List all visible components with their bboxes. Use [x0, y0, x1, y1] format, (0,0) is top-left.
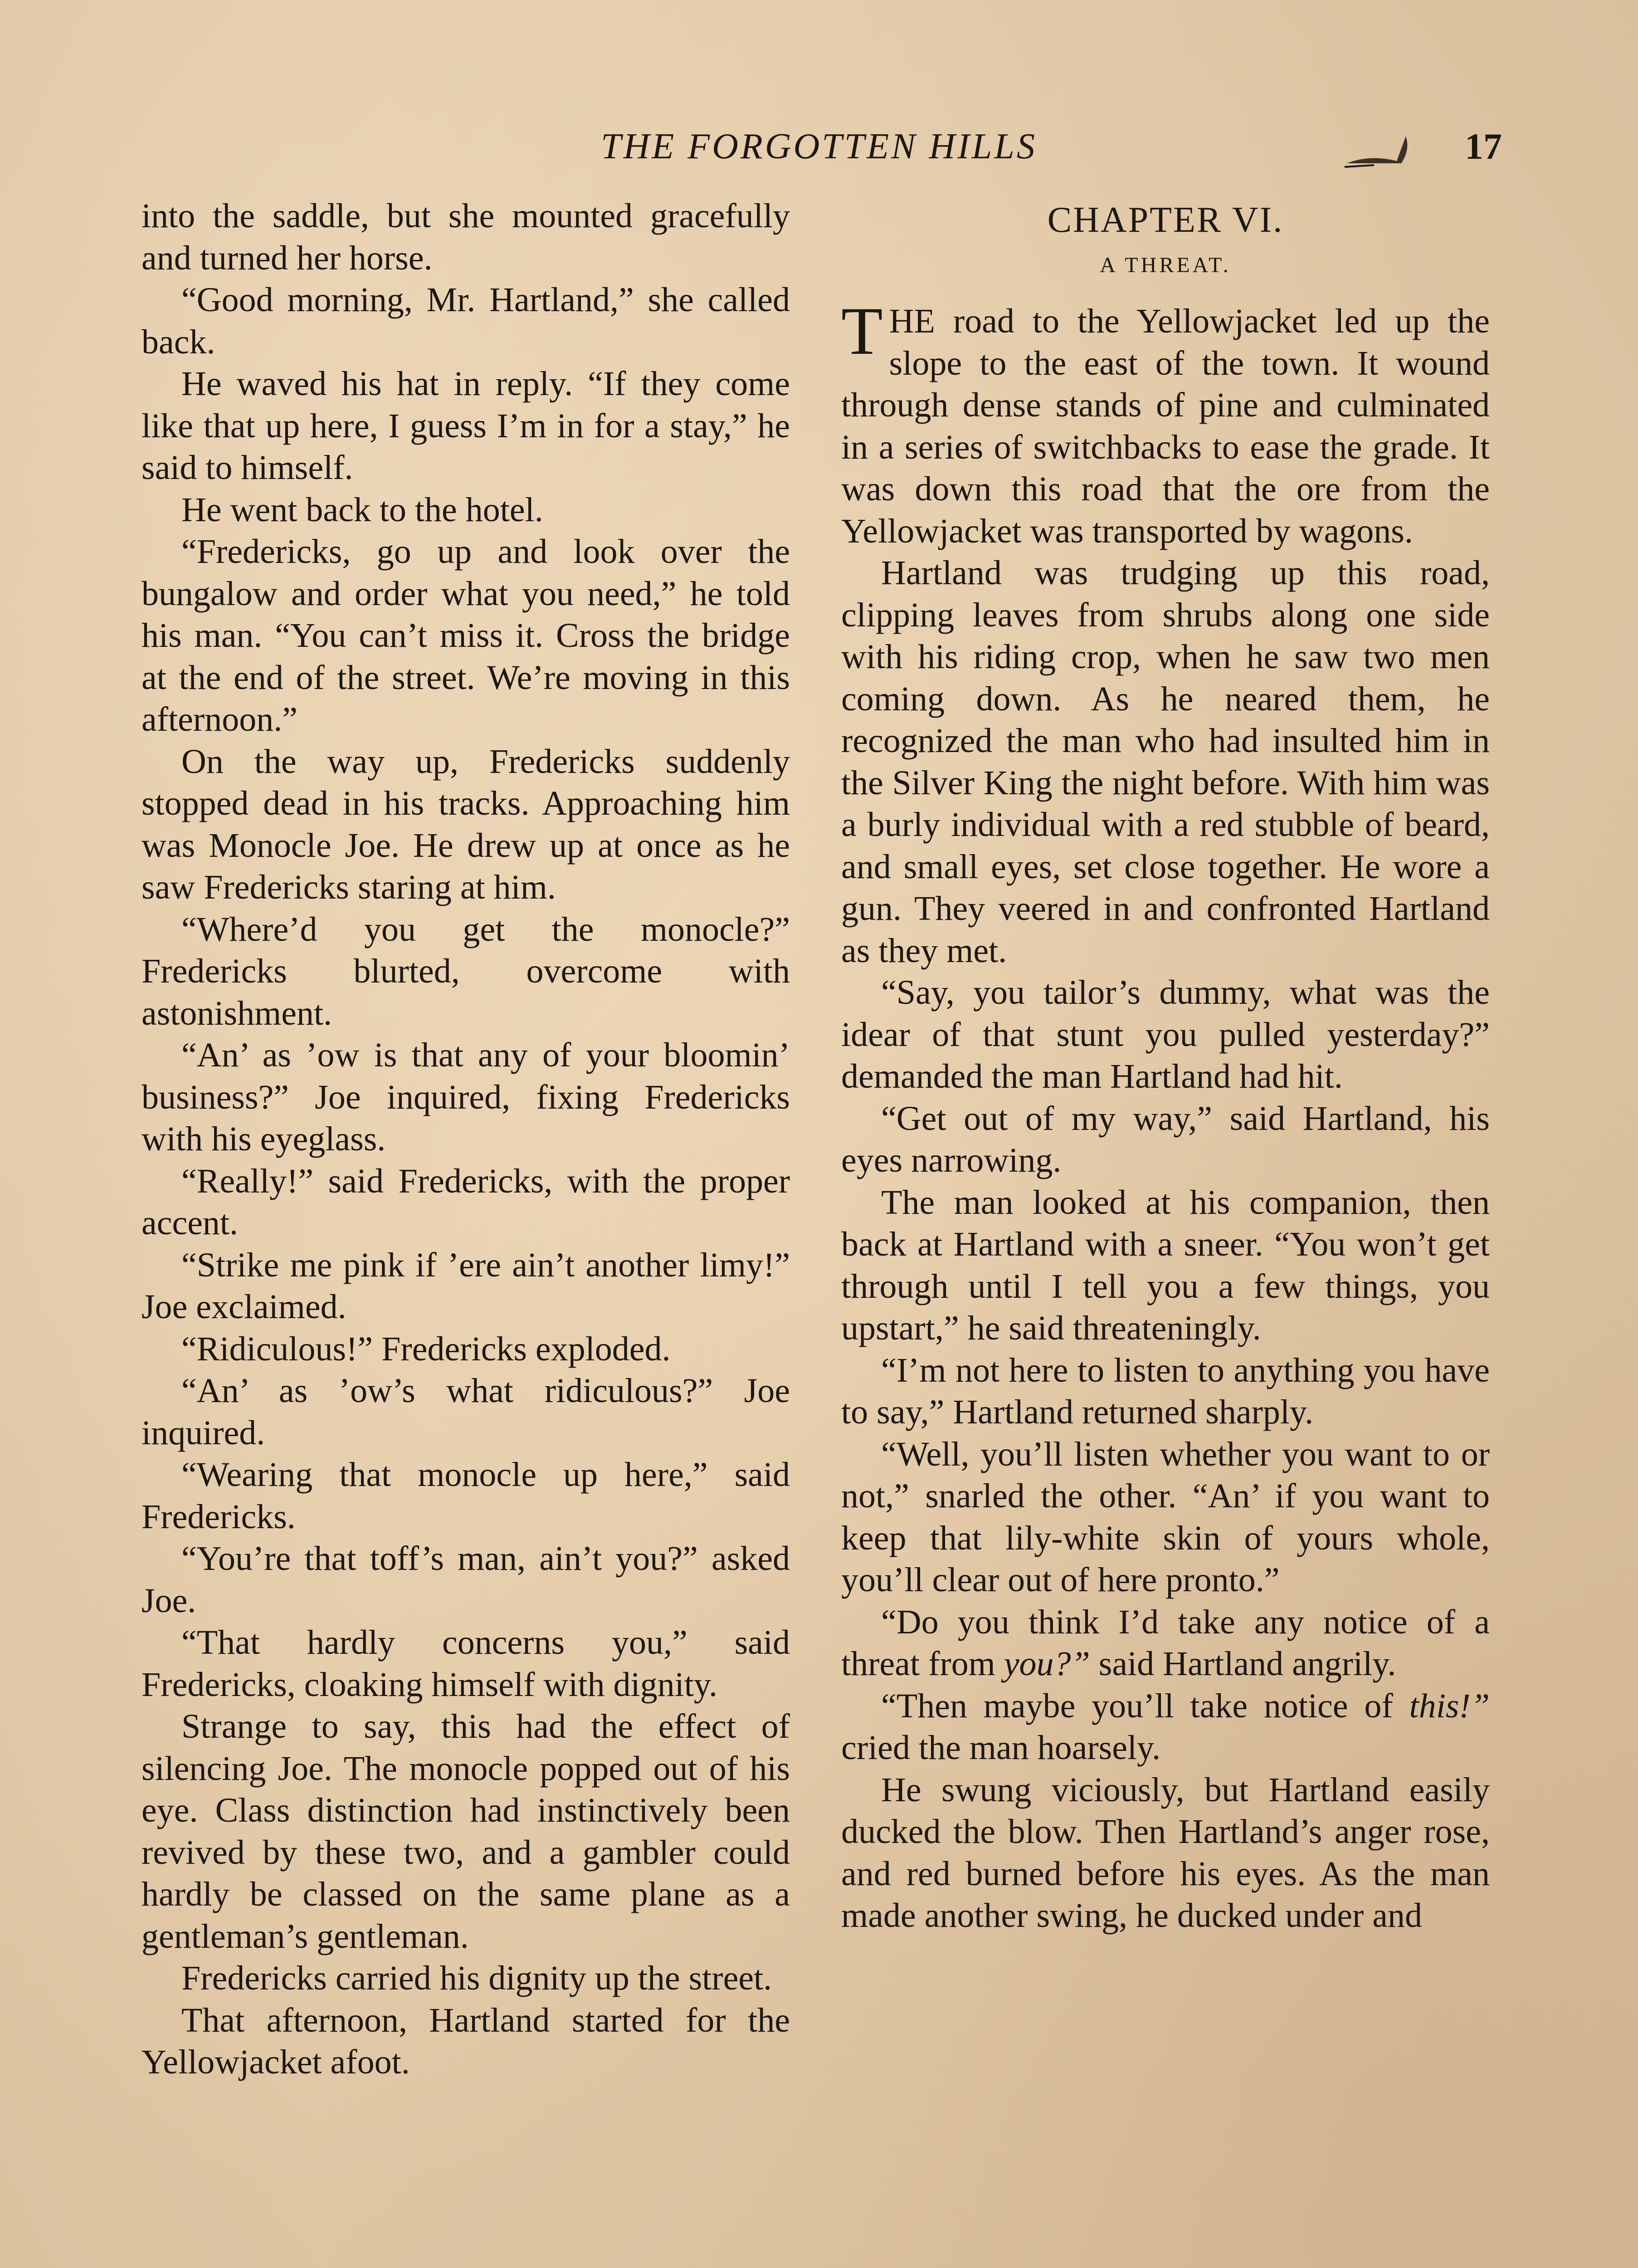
opening-paragraph — [841, 293, 1490, 552]
paragraph: “Ridiculous!” Fredericks exploded. — [181, 1330, 671, 1368]
paragraph — [841, 1601, 1490, 1685]
paragraph: “I’m not here to listen to anything you have to say,” Hartland returned sharply. — [841, 1351, 1490, 1431]
paragraph: “Wearing that monocle up here,” said Fredericks. — [141, 1456, 790, 1536]
paragraph-text: cried the man hoarsely. — [841, 1729, 1161, 1767]
paragraph: “That hardly concerns you,” said Fredericks, cloaking himself with dignity. — [141, 1623, 790, 1704]
paragraph: “Really!” said Fredericks, with the proper accent. — [141, 1162, 790, 1242]
paragraph: “An’ as ’ow is that any of your bloomin’ business?” Joe inquired, fixing Fredericks with his eyeglass. — [141, 1036, 790, 1158]
paragraph: He waved his hat in reply. “If they come like that up here, I guess I’m in for a stay,” he said to himself. — [141, 365, 790, 487]
drop-cap: T — [841, 293, 883, 369]
paragraph: He swung viciously, but Hartland easily ducked the blow. Then Hartland’s anger rose, and red burned before his eyes. As the man made another swing, he ducked under and — [841, 1770, 1490, 1935]
paragraph — [841, 1685, 1490, 1769]
paragraph-text: “Then maybe you’ll take notice of — [881, 1686, 1409, 1725]
paragraph: “An’ as ’ow’s what ridiculous?” Joe inquired. — [141, 1372, 790, 1452]
paragraph-text: “Do you think I’d take any notice of a threat from — [841, 1603, 1490, 1683]
paragraph: Strange to say, this had the effect of silencing Joe. The monocle popped out of his eye. Class distinction had instinctively been revived by these two, and a gambler could hardly be classed on the same plane as a gentleman’s gentleman. — [141, 1707, 790, 1955]
paragraph: He went back to the hotel. — [181, 490, 543, 529]
emphasis-text: this!” — [1409, 1686, 1490, 1725]
paragraph: “Well, you’ll listen whether you want to or not,” snarled the other. “An’ if you want to keep that lily-white skin of yours whole, you’ll clear out of here pronto.” — [841, 1435, 1490, 1599]
paragraph: “Fredericks, go up and look over the bungalow and order what you need,” he told his man. “You can’t miss it. Cross the bridge at the end of the street. We’re moving in this afternoon.” — [141, 533, 790, 738]
chapter-heading: CHAPTER VI. — [1047, 200, 1284, 240]
paragraph: “Good morning, Mr. Hartland,” she called back. — [141, 281, 790, 361]
paragraph: The man looked at his companion, then back at Hartland with a sneer. “You won’t get through until I tell you a few things, you upstart,” he said threateningly. — [841, 1183, 1490, 1347]
emphasis-text: you?” — [1004, 1645, 1090, 1683]
paragraph: That afternoon, Hartland started for the Yellowjacket afoot. — [141, 2001, 790, 2081]
paragraph: “Where’d you get the monocle?” Fredericks blurted, overcome with astonishment. — [141, 910, 790, 1032]
paragraph-text: said Hartland angrily. — [1090, 1645, 1396, 1683]
paragraph: Hartland was trudging up this road, clipping leaves from shrubs along one side with his riding crop, when he saw two men coming down. As he neared them, he recognized the man who had insulted him in the Silver King the night before. With him was a burly individual with a red stubble of beard, and small eyes, set close together. He wore a gun. They veered in and confronted Hartland as they met. — [841, 554, 1490, 970]
paragraph: “Strike me pink if ’ere ain’t another limy!” Joe exclaimed. — [141, 1246, 790, 1326]
paragraph: “You’re that toff’s man, ain’t you?” asked Joe. — [141, 1540, 790, 1620]
paragraph: “Say, you tailor’s dummy, what was the idear of that stunt you pulled yesterday?” demanded the man Hartland had hit. — [841, 973, 1490, 1095]
paragraph: “Get out of my way,” said Hartland, his eyes narrowing. — [841, 1099, 1490, 1179]
paragraph: into the saddle, but she mounted gracefully and turned her horse. — [141, 197, 790, 277]
paragraph: Fredericks carried his dignity up the street. — [181, 1959, 772, 1997]
page-number: 17 — [1465, 126, 1502, 167]
chapter-subtitle: A THREAT. — [1100, 253, 1231, 277]
opening-paragraph-text: HE road to the Yellowjacket led up the slope to the east of the town. It wound through dense stands of pine and culminated in a series of switchbacks to ease the grade. It was down this road that the ore from the Yellowjacket was transported by wagons. — [841, 302, 1490, 550]
pen-flourish-icon — [1342, 127, 1424, 172]
right-column — [841, 195, 1490, 1937]
left-column — [141, 195, 790, 2083]
running-title: THE FORGOTTEN HILLS — [601, 127, 1037, 166]
paragraph: On the way up, Fredericks suddenly stopped dead in his tracks. Approaching him was Monocle Joe. He drew up at once as he saw Fredericks staring at him. — [141, 742, 790, 906]
running-header — [136, 122, 1502, 171]
